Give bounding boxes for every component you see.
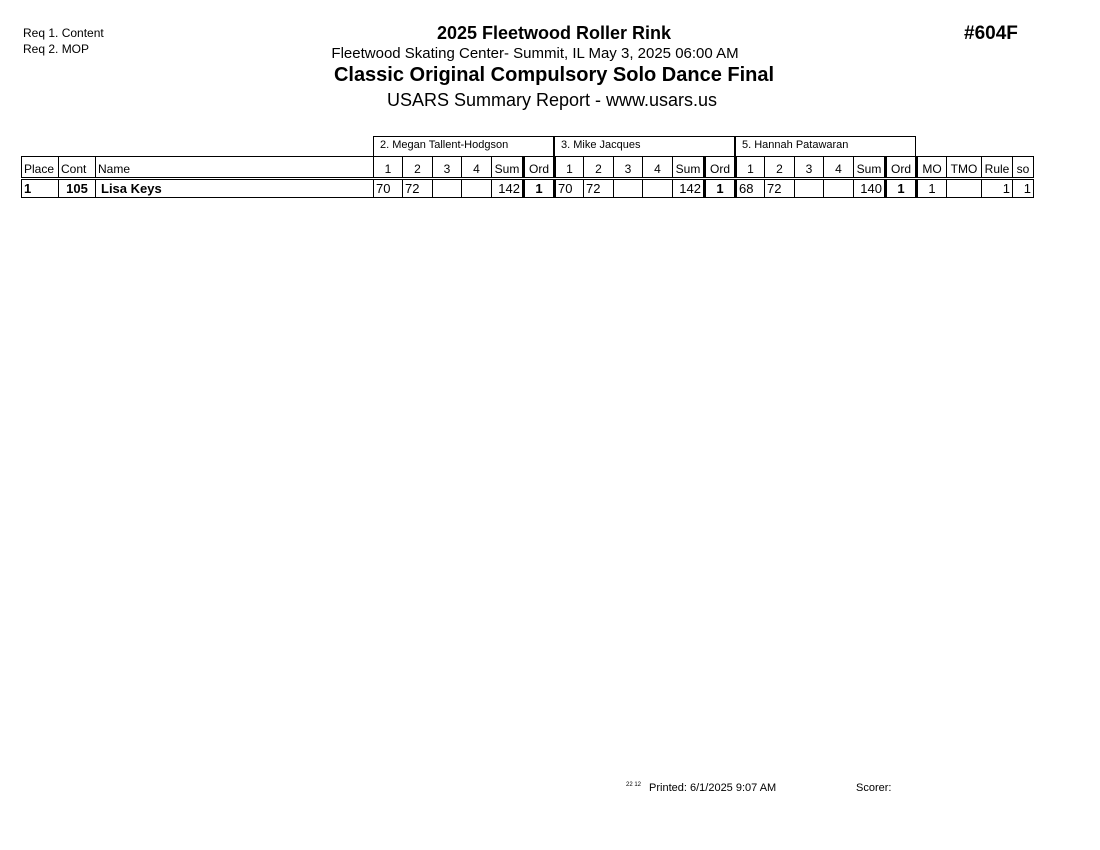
j3-ord-cell: 1 [886, 179, 917, 198]
mo-cell: 1 [917, 179, 947, 198]
j1-score2-cell: 72 [403, 179, 433, 198]
j3-score3-cell [795, 179, 824, 198]
j2-score2-cell: 72 [584, 179, 614, 198]
col-j1-score2: 2 [403, 157, 433, 179]
judge-header-2: 3. Mike Jacques [554, 136, 735, 156]
j2-score1-cell: 70 [555, 179, 584, 198]
col-j3-ord: Ord [886, 157, 917, 179]
table-row [22, 179, 1034, 198]
so-cell: 1 [1013, 179, 1034, 198]
col-j1-sum: Sum [492, 157, 524, 179]
j3-score1-cell: 68 [736, 179, 765, 198]
j2-score3-cell [614, 179, 643, 198]
col-j1-score4: 4 [462, 157, 492, 179]
footer-tiny-mark: 22 12 [626, 782, 642, 788]
col-j2-ord: Ord [705, 157, 736, 179]
j3-score2-cell: 72 [765, 179, 795, 198]
j1-ord-cell: 1 [524, 179, 555, 198]
judge-header-1: 2. Megan Tallent-Hodgson [373, 136, 554, 156]
skater-name-cell: Lisa Keys [96, 179, 374, 198]
col-so: so [1013, 157, 1034, 179]
printed-footer [626, 782, 776, 794]
judge-header-3: 5. Hannah Patawaran [735, 136, 916, 156]
col-rule: Rule [982, 157, 1013, 179]
j2-sum-cell: 142 [673, 179, 705, 198]
col-j2-score1: 1 [555, 157, 584, 179]
scorer-label: Scorer: [856, 782, 892, 794]
col-j2-score3: 3 [614, 157, 643, 179]
col-j3-sum: Sum [854, 157, 886, 179]
col-mo: MO [917, 157, 947, 179]
col-tmo: TMO [947, 157, 982, 179]
col-j2-sum: Sum [673, 157, 705, 179]
col-j3-score4: 4 [824, 157, 854, 179]
j1-sum-cell: 142 [492, 179, 524, 198]
j1-score3-cell [433, 179, 462, 198]
col-j1-ord: Ord [524, 157, 555, 179]
place-cell: 1 [22, 179, 59, 198]
j1-score4-cell [462, 179, 492, 198]
results-table [21, 156, 1034, 198]
event-number: #604F [964, 23, 1018, 44]
j1-score1-cell: 70 [374, 179, 403, 198]
j2-score4-cell [643, 179, 673, 198]
requirement-2: Req 2. MOP [23, 42, 90, 56]
venue-line: Fleetwood Skating Center- Summit, IL May 3, 2025 06:00 AM [331, 45, 739, 62]
col-j2-score4: 4 [643, 157, 673, 179]
report-title: 2025 Fleetwood Roller Rink [436, 23, 672, 43]
j3-sum-cell: 140 [854, 179, 886, 198]
printed-timestamp: Printed: 6/1/2025 9:07 AM [649, 782, 777, 794]
col-j1-score3: 3 [433, 157, 462, 179]
col-j2-score2: 2 [584, 157, 614, 179]
cont-cell: 105 [59, 179, 96, 198]
col-place: Place [22, 157, 59, 179]
tmo-cell [947, 179, 982, 198]
col-j3-score3: 3 [795, 157, 824, 179]
j2-ord-cell: 1 [705, 179, 736, 198]
col-j3-score1: 1 [736, 157, 765, 179]
j3-score4-cell [824, 179, 854, 198]
col-j3-score2: 2 [765, 157, 795, 179]
rule-cell: 1 [982, 179, 1013, 198]
col-name: Name [96, 157, 374, 179]
col-j1-score1: 1 [374, 157, 403, 179]
col-cont: Cont [59, 157, 96, 179]
report-line: USARS Summary Report - www.usars.us [386, 90, 718, 110]
header-row [22, 157, 1034, 179]
requirement-1: Req 1. Content [23, 26, 104, 40]
event-name: Classic Original Compulsory Solo Dance Final [333, 64, 775, 86]
